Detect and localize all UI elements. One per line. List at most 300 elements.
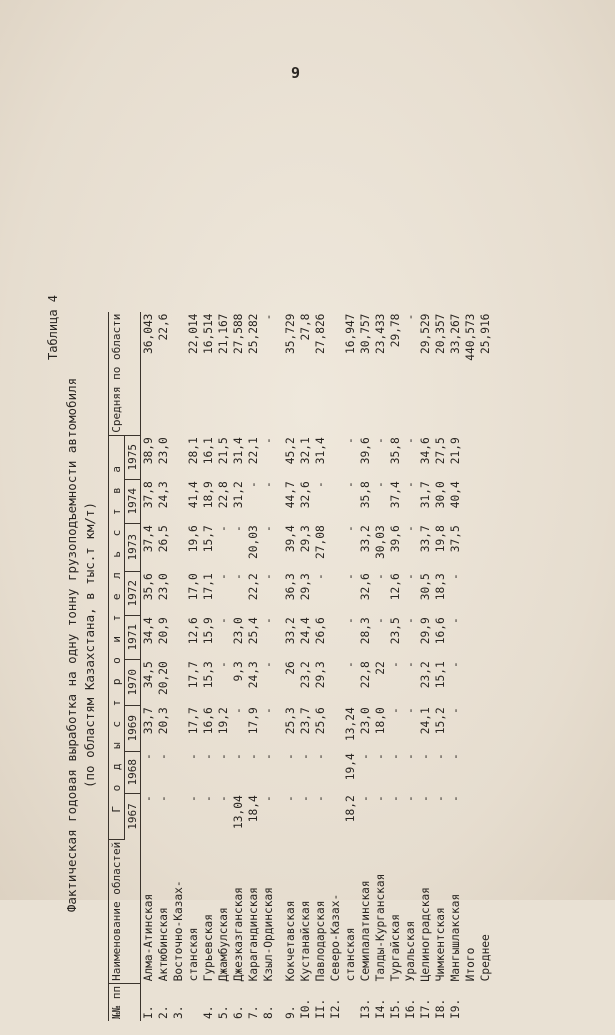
year-value: - — [344, 661, 357, 669]
year-value — [478, 479, 493, 523]
year-value: - — [374, 753, 387, 761]
year-value: 32,1 — [299, 437, 312, 465]
year-value: 27,5 — [434, 437, 447, 465]
region-average: 16,947 — [344, 313, 357, 354]
region-average — [328, 312, 343, 436]
year-value — [463, 435, 478, 479]
year-value: 34,5 — [142, 661, 155, 689]
year-value: 12,6 — [187, 617, 200, 645]
year-value: 31,7 — [419, 481, 432, 509]
year-value: - — [374, 795, 387, 803]
table-row — [358, 312, 373, 1021]
region-average: 33,267 — [449, 313, 462, 354]
year-value: 33,2 — [284, 617, 297, 645]
row-number: 7. — [247, 1005, 260, 1019]
year-value — [478, 793, 493, 839]
year-value: - — [262, 753, 275, 761]
year-value: - — [202, 753, 215, 761]
header-year: 1968 — [125, 751, 141, 793]
table-row — [388, 312, 403, 1021]
year-value: 33,7 — [419, 525, 432, 553]
region-average: 25,916 — [479, 313, 492, 354]
region-average: 27,588 — [232, 313, 245, 354]
year-value: 22 — [374, 661, 387, 675]
table-row — [328, 312, 343, 1021]
year-value: 37,8 — [142, 481, 155, 509]
year-value: - — [262, 617, 275, 625]
year-value: 27,08 — [314, 525, 327, 559]
year-value: - — [404, 661, 417, 669]
year-value: - — [314, 795, 327, 803]
header-year: 1973 — [125, 523, 141, 571]
table-row — [373, 312, 388, 1021]
table-row — [201, 312, 216, 1021]
year-value: 39,6 — [389, 525, 402, 553]
year-value — [171, 793, 186, 839]
year-value: 17,9 — [247, 707, 260, 735]
year-value: - — [262, 481, 275, 489]
region-average: - — [262, 313, 275, 321]
header-year: 1971 — [125, 615, 141, 659]
year-value: - — [262, 661, 275, 669]
year-value: 18,4 — [247, 795, 260, 823]
year-value: 23,7 — [299, 707, 312, 735]
year-value — [463, 705, 478, 751]
table-subtitle: (по областям Казахстана, в тыс.т км/т) — [82, 502, 97, 788]
year-value: 17,1 — [202, 573, 215, 601]
year-value: 24,4 — [299, 617, 312, 645]
year-value: - — [374, 617, 387, 625]
region-name: Целиноградская — [419, 887, 432, 982]
year-value: - — [284, 795, 297, 803]
year-value: 17,0 — [187, 573, 200, 601]
region-name: Джамбулская — [217, 907, 230, 982]
year-value: 24,3 — [157, 481, 170, 509]
region-average: 27,826 — [314, 313, 327, 354]
region-name: Чимкентская — [434, 907, 447, 982]
year-value: - — [299, 753, 312, 761]
year-value: 29,3 — [314, 661, 327, 689]
year-value: - — [419, 753, 432, 761]
year-value: - — [374, 437, 387, 445]
year-value — [328, 615, 343, 659]
year-value: - — [187, 753, 200, 761]
region-average: 440,573 — [464, 313, 477, 361]
year-value: 21,5 — [217, 437, 230, 465]
year-value: 32,6 — [359, 573, 372, 601]
row-number — [463, 983, 478, 1021]
region-name: Семипалатинская — [359, 880, 372, 982]
year-value: 22,8 — [359, 661, 372, 689]
year-value: - — [449, 661, 462, 669]
year-value: - — [232, 707, 245, 715]
year-value — [171, 659, 186, 705]
year-value: - — [314, 481, 327, 489]
year-value: 39,6 — [359, 437, 372, 465]
year-value: - — [142, 753, 155, 761]
region-average: 36,043 — [142, 313, 155, 354]
rotated-table-sheet — [48, 255, 568, 1035]
region-name: Кокчетавская — [284, 900, 297, 982]
year-value: - — [434, 795, 447, 803]
region-average: 30,757 — [359, 313, 372, 354]
region-average: 35,729 — [284, 313, 297, 354]
year-value: - — [404, 795, 417, 803]
row-number: 8. — [262, 1005, 275, 1019]
year-value: 20,3 — [157, 707, 170, 735]
table-row — [478, 312, 493, 1021]
row-number: 3. — [172, 1005, 185, 1019]
row-number: I7. — [419, 998, 432, 1019]
year-value — [478, 523, 493, 571]
year-value: - — [404, 707, 417, 715]
year-value: - — [449, 707, 462, 715]
region-name: станская — [187, 927, 200, 982]
year-value: 40,4 — [449, 481, 462, 509]
year-value — [171, 571, 186, 615]
region-name: Мангышлакская — [449, 893, 462, 982]
year-value — [478, 659, 493, 705]
row-number: I0. — [299, 998, 312, 1019]
year-value: 35,8 — [389, 437, 402, 465]
header-year: 1972 — [125, 571, 141, 615]
year-value: - — [247, 753, 260, 761]
header-average: Средняя по области — [109, 312, 141, 436]
year-value: 20,9 — [157, 617, 170, 645]
year-value: 17,7 — [187, 661, 200, 689]
year-value: 22,8 — [217, 481, 230, 509]
year-value: 23,0 — [157, 573, 170, 601]
year-value — [478, 751, 493, 793]
region-name: Алма-Атинская — [142, 893, 155, 982]
year-value — [328, 523, 343, 571]
table-row — [261, 312, 276, 1021]
table-row — [156, 312, 171, 1021]
page-number: 9 — [291, 64, 301, 82]
table-row — [171, 312, 186, 1021]
row-number: I3. — [359, 998, 372, 1019]
year-value — [463, 523, 478, 571]
year-value: 13,24 — [344, 707, 357, 741]
year-value — [463, 571, 478, 615]
year-value: 30,03 — [374, 525, 387, 559]
year-value — [463, 615, 478, 659]
year-value: 15,1 — [434, 661, 447, 689]
year-value — [463, 479, 478, 523]
year-value: - — [142, 795, 155, 803]
year-value: 12,6 — [389, 573, 402, 601]
row-number: I. — [142, 1005, 155, 1019]
year-value: - — [187, 795, 200, 803]
year-value: 34,6 — [419, 437, 432, 465]
row-number — [343, 983, 358, 1021]
year-value: - — [404, 617, 417, 625]
year-value: 26,6 — [314, 617, 327, 645]
year-value: 18,2 — [344, 795, 357, 823]
year-value: 23,2 — [419, 661, 432, 689]
year-value: 23,5 — [389, 617, 402, 645]
header-year: 1969 — [125, 705, 141, 751]
year-value: - — [217, 573, 230, 581]
table-row — [141, 312, 157, 1021]
row-number: 5. — [217, 1005, 230, 1019]
region-average: 22,014 — [187, 313, 200, 354]
year-value: 21,9 — [449, 437, 462, 465]
row-number: II. — [314, 998, 327, 1019]
year-value — [171, 705, 186, 751]
year-value: 13,04 — [232, 795, 245, 829]
region-average: 16,514 — [202, 313, 215, 354]
year-value: 15,7 — [202, 525, 215, 553]
region-name: Кустанайская — [299, 900, 312, 982]
row-number — [478, 983, 493, 1021]
year-value: - — [359, 795, 372, 803]
row-number: I9. — [449, 998, 462, 1019]
year-value: 25,3 — [284, 707, 297, 735]
year-value: - — [344, 481, 357, 489]
year-value — [328, 705, 343, 751]
year-value: 20,20 — [157, 661, 170, 695]
year-value: 15,2 — [434, 707, 447, 735]
year-value: 31,4 — [314, 437, 327, 465]
year-value: 31,2 — [232, 481, 245, 509]
region-name: Восточно-Казах- — [172, 880, 185, 982]
region-name: Итого — [464, 947, 477, 982]
region-name: станская — [344, 927, 357, 982]
year-value: 35,8 — [359, 481, 372, 509]
year-value: 25,6 — [314, 707, 327, 735]
year-value: 37,5 — [449, 525, 462, 553]
table-row — [448, 312, 463, 1021]
year-value: 24,3 — [247, 661, 260, 689]
year-value: 37,4 — [142, 525, 155, 553]
year-value — [171, 479, 186, 523]
year-value: - — [344, 573, 357, 581]
year-value: 22,2 — [247, 573, 260, 601]
table-row — [216, 312, 231, 1021]
year-value: 23,0 — [232, 617, 245, 645]
year-value: - — [217, 753, 230, 761]
table-row — [231, 312, 246, 1021]
region-average: 20,357 — [434, 313, 447, 354]
year-value: - — [449, 753, 462, 761]
year-value: - — [262, 795, 275, 803]
year-value: - — [232, 525, 245, 533]
year-value: 19,8 — [434, 525, 447, 553]
table-label: Таблица 4 — [46, 295, 60, 361]
year-value — [171, 615, 186, 659]
region-average: 23,433 — [374, 313, 387, 354]
year-value: - — [344, 437, 357, 445]
year-value: - — [202, 795, 215, 803]
year-value: - — [157, 753, 170, 761]
region-average: 21,167 — [217, 313, 230, 354]
year-value: 17,7 — [187, 707, 200, 735]
year-value: 19,6 — [187, 525, 200, 553]
year-value: - — [404, 481, 417, 489]
region-name: Павлодарская — [314, 900, 327, 982]
year-value: 26,5 — [157, 525, 170, 553]
header-year: 1975 — [125, 435, 141, 479]
year-value: - — [262, 573, 275, 581]
header-num: №№ пп — [109, 983, 141, 1021]
year-value: 45,2 — [284, 437, 297, 465]
year-value: - — [374, 481, 387, 489]
table-row — [186, 312, 201, 1021]
year-value — [171, 523, 186, 571]
region-name: Карагандинская — [247, 887, 260, 982]
year-value — [328, 751, 343, 793]
year-value: 19,2 — [217, 707, 230, 735]
region-name: Талды-Курганская — [374, 873, 387, 982]
year-value: 38,9 — [142, 437, 155, 465]
region-name: Тургайская — [389, 914, 402, 982]
year-value: 36,3 — [284, 573, 297, 601]
region-name: Кзыл-Ординская — [262, 887, 275, 982]
row-number: 2. — [157, 1005, 170, 1019]
year-value — [463, 793, 478, 839]
region-average: 22,6 — [157, 313, 170, 341]
region-average — [171, 312, 186, 436]
row-number: I5. — [389, 998, 402, 1019]
year-value: 19,4 — [344, 753, 357, 781]
year-value: - — [217, 525, 230, 533]
data-table — [108, 312, 493, 1021]
year-value: 28,1 — [187, 437, 200, 465]
year-value: 29,9 — [419, 617, 432, 645]
year-value: 41,4 — [187, 481, 200, 509]
header-years-group: Г о д ы с т р о и т е л ь с т в а — [109, 435, 125, 839]
year-value: - — [404, 437, 417, 445]
row-number: 9. — [284, 1005, 297, 1019]
year-value: - — [389, 753, 402, 761]
year-value: - — [389, 661, 402, 669]
table-row — [433, 312, 448, 1021]
year-value: 44,7 — [284, 481, 297, 509]
year-value: 24,1 — [419, 707, 432, 735]
year-value: 33,7 — [142, 707, 155, 735]
year-value: - — [359, 753, 372, 761]
year-value: 22,1 — [247, 437, 260, 465]
year-value: - — [389, 795, 402, 803]
table-title: Фактическая годовая выработка на одну тонну грузоподъемности автомобиля — [64, 377, 79, 913]
region-name: Среднее — [479, 934, 492, 982]
year-value: - — [344, 617, 357, 625]
header-year: 1974 — [125, 479, 141, 523]
row-number — [186, 983, 201, 1021]
year-value: 26 — [284, 661, 297, 675]
header-year: 1970 — [125, 659, 141, 705]
table-row — [418, 312, 433, 1021]
year-value: - — [389, 707, 402, 715]
year-value: - — [434, 753, 447, 761]
year-value: - — [449, 617, 462, 625]
region-average: 27,8 — [299, 313, 312, 341]
region-average: 29,78 — [389, 313, 402, 348]
table-row — [298, 312, 313, 1021]
year-value: - — [449, 573, 462, 581]
table-row — [403, 312, 418, 1021]
year-value: 18,0 — [374, 707, 387, 735]
year-value — [328, 435, 343, 479]
year-value: - — [217, 617, 230, 625]
year-value: - — [232, 573, 245, 581]
region-name: Джезказганская — [232, 887, 245, 982]
year-value: - — [284, 753, 297, 761]
row-number: 4. — [202, 1005, 215, 1019]
year-value — [328, 793, 343, 839]
year-value: 35,6 — [142, 573, 155, 601]
year-value — [478, 615, 493, 659]
year-value — [328, 479, 343, 523]
row-number: I6. — [404, 998, 417, 1019]
year-value: - — [299, 795, 312, 803]
header-name: Наименование областей — [109, 839, 141, 983]
region-average: 25,282 — [247, 313, 260, 354]
year-value: 37,4 — [389, 481, 402, 509]
region-name: Актюбинская — [157, 907, 170, 982]
year-value: - — [262, 525, 275, 533]
year-value — [171, 435, 186, 479]
table-row — [246, 312, 261, 1021]
year-value: - — [262, 437, 275, 445]
year-value: 34,4 — [142, 617, 155, 645]
year-value: - — [314, 753, 327, 761]
year-value: 9,3 — [232, 661, 245, 682]
year-value: - — [404, 525, 417, 533]
year-value: - — [344, 525, 357, 533]
year-value: - — [404, 753, 417, 761]
row-number: 6. — [232, 1005, 245, 1019]
row-number: I8. — [434, 998, 447, 1019]
year-value: 23,2 — [299, 661, 312, 689]
year-value: - — [404, 573, 417, 581]
year-value: 30,5 — [419, 573, 432, 601]
year-value: - — [374, 573, 387, 581]
year-value — [478, 705, 493, 751]
year-value: 16,6 — [202, 707, 215, 735]
year-value: 30,0 — [434, 481, 447, 509]
table-row — [276, 312, 283, 1021]
year-value: 29,3 — [299, 573, 312, 601]
table-row — [313, 312, 328, 1021]
year-value: - — [314, 573, 327, 581]
year-value: 31,4 — [232, 437, 245, 465]
table-row — [283, 312, 298, 1021]
year-value: - — [247, 481, 260, 489]
year-value — [328, 571, 343, 615]
year-value: 20,03 — [247, 525, 260, 559]
region-name: Северо-Казах- — [329, 893, 342, 982]
region-name: Уральская — [404, 920, 417, 982]
year-value: - — [217, 795, 230, 803]
year-value: 29,3 — [299, 525, 312, 553]
year-value — [463, 751, 478, 793]
year-value: 28,3 — [359, 617, 372, 645]
row-number: I4. — [374, 998, 387, 1019]
year-value: 33,2 — [359, 525, 372, 553]
year-value: - — [262, 707, 275, 715]
year-value: 25,4 — [247, 617, 260, 645]
year-value: 18,3 — [434, 573, 447, 601]
header-year: 1967 — [125, 793, 141, 839]
year-value — [478, 571, 493, 615]
year-value — [478, 435, 493, 479]
year-value: 15,9 — [202, 617, 215, 645]
year-value — [171, 751, 186, 793]
region-average: - — [404, 313, 417, 321]
year-value: 23,0 — [359, 707, 372, 735]
